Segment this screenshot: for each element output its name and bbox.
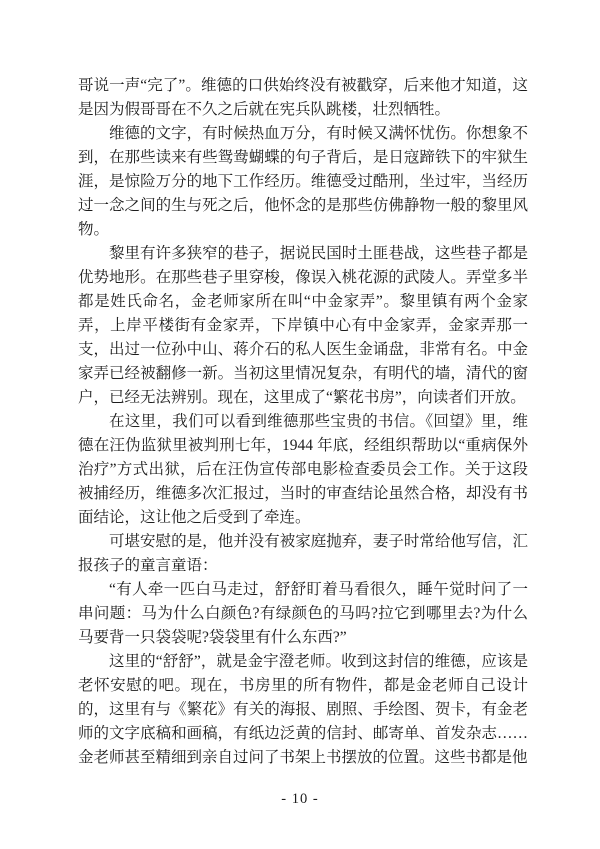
page-number: - 10 - <box>281 791 319 807</box>
paragraph: 哥说一声“完了”。维德的口供始终没有被戳穿，后来他才知道，这是因为假哥哥在不久之后就在宪兵队跳楼，壮烈牺牲。 <box>78 77 528 118</box>
paragraph: 这里的“舒舒”，就是金宇澄老师。收到这封信的维德，应该是老怀安慰的吧。现在，书房里的所有物件，都是金老师自己设计的，这里有与《繁花》有关的海报、剧照、手绘图、贺卡，有金老师的文字底稿和画稿，有纸边泛黄的信封、邮寄单、首发杂志……金老师甚至精细到亲自过问了书架上书摆放的位置。这些书都是他 <box>78 653 528 766</box>
page-footer <box>0 790 600 808</box>
paragraph: 黎里有许多狭窄的巷子，据说民国时土匪巷战，这些巷子都是优势地形。在那些巷子里穿梭，像误入桃花源的武陵人。弄堂多半都是姓氏命名，金老师家所在叫“中金家弄”。黎里镇有两个金家弄，上岸平楼街有金家弄，下岸镇中心有中金家弄，金家弄那一支，出过一位孙中山、蒋介石的私人医生金诵盘，非常有名。中金家弄已经被翻修一新。当初这里情况复杂，有明代的墙，清代的窗户，已经无法辨别。现在，这里成了“繁花书房”，向读者们开放。 <box>78 245 528 406</box>
paragraph: “有人牵一匹白马走过，舒舒盯着马看很久，睡午觉时问了一串问题：马为什么白颜色?有绿颜色的马吗?拉它到哪里去?为什么马要背一只袋袋呢?袋袋里有什么东西?” <box>78 581 528 646</box>
paragraph: 可堪安慰的是，他并没有被家庭抛弃，妻子时常给他写信，汇报孩子的童言童语： <box>78 533 528 574</box>
paragraph: 维德的文字，有时候热血万分，有时候又满怀忧伤。你想象不到，在那些读来有些鸳鸯蝴蝶的句子背后，是日寇蹄铁下的牢狱生涯，是惊险万分的地下工作经历。维德受过酷刑，坐过牢，当经历过一念之间的生与死之后，他怀念的是那些仿佛静物一般的黎里风物。 <box>78 125 528 238</box>
paragraph: 在这里，我们可以看到维德那些宝贵的书信。《回望》里，维德在汪伪监狱里被判刑七年，1944 年底，经组织帮助以“重病保外治疗”方式出狱，后在汪伪宣传部电影检查委员会工作。关于这段被捕经历，维德多次汇报过，当时的审查结论虽然合格，却没有书面结论，这让他之后受到了牵连。 <box>78 413 528 526</box>
body-text <box>78 74 528 770</box>
